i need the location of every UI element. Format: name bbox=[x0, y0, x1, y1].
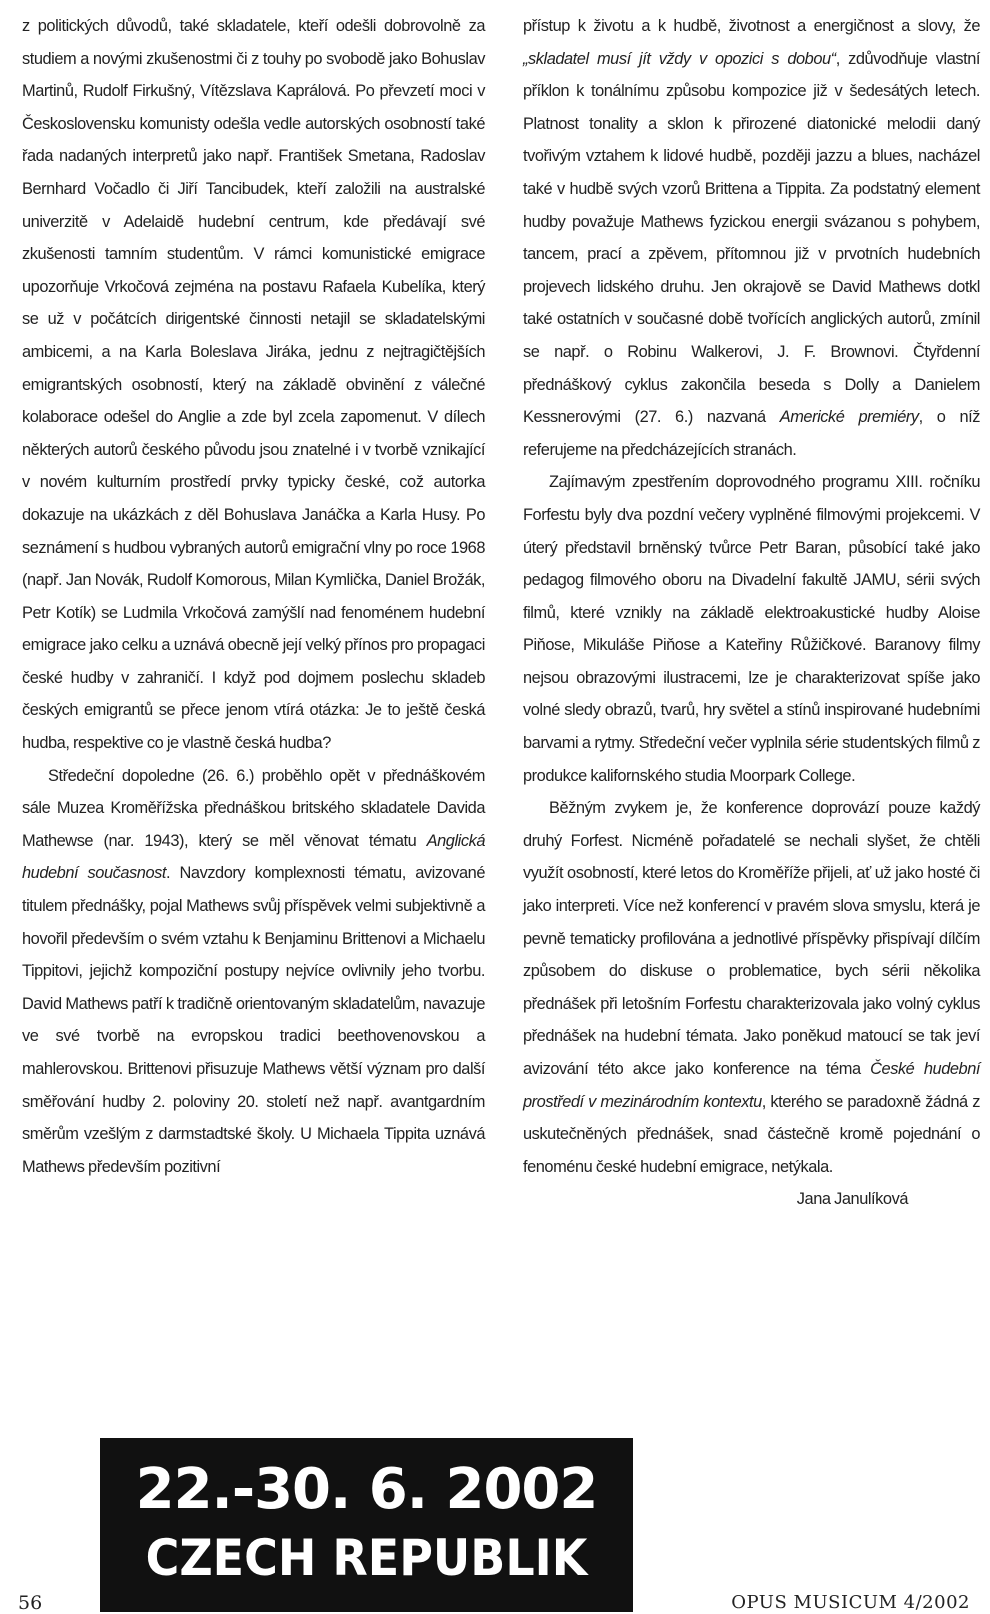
right-paragraph-3-text-a: Běžným zvykem je, že konference doprovází pouze každý druhý Forfest. Nicméně pořadatelé se nechali slyšet, že chtěli využít osobností, které letos do Kroměříže přijeli, ať už jako hosté či jako interpreti. Více než konferencí v pravém slova smyslu, která je pevně tematicky profilována a jednotlivé příspěvky přispívají dílčím způsobem do diskuse o problematice, bych sérii několika přednášek při letošním Forfestu charakterizovala jako volný cyklus přednášek na hudební témata. Jako poněkud matoucí se tak jeví avizování této akce jako konference na téma bbox=[523, 799, 980, 1078]
left-paragraph-2 bbox=[22, 760, 485, 1184]
lecture-title-anglicka: Anglická hudební současnost bbox=[22, 831, 485, 883]
right-paragraph-2: Zajímavým zpestřením doprovodného programu XIII. ročníku Forfestu byly dva pozdní večery vyplněné filmovými projekcemi. V úterý představil brněnský tvůrce Petr Baran, působící také jako pedagog filmového oboru na Divadelní fakultě JAMU, sérii svých filmů, které vznikly na základě elektroakustické hudby Aloise Piňose, Mikuláše Piňose a Kateřiny Růžičkové. Baranovy filmy nejsou obrazovými ilustracemi, lze je charakterizovat spíše jako volné sledy obrazů, tvarů, hry světel a stínů inspirované hudebními barvami a rytmy. Středeční večer vyplnila série studentských filmů z produkce kalifornského studia Moorpark College. bbox=[523, 473, 980, 785]
mathews-quote: „skladatel musí jít vždy v opozici s dobou“ bbox=[523, 49, 836, 68]
right-paragraph-1 bbox=[523, 10, 980, 466]
talk-title-americke-premiery: Americké premiéry bbox=[779, 408, 919, 427]
right-paragraph-1-text-b: , zdůvodňuje vlastní příklon k tonálnímu způsobu kompozice již v šedesátých letech. Platnost tonality a sklon k přirozené diatonické melodii daný tvořivým vztahem k lidové hudbě, později jazzu a blues, nacházel také v hudbě svých vzorů Brittena a Tippita. Za podstatný element hudby považuje Mathews fyzickou energii svázanou s pohybem, tancem, prací a zpěvem, přítomnou již v prvotních hudebních projevech lidského druhu. Jen okrajově se David Mathews dotkl také ostatních v současné době tvořících anglických autorů, zmínil se např. o Robinu Walkerovi, J. F. Brownovi. Čtyřdenní přednáškový cyklus zakončila beseda s Dolly a Danielem Kessnerovými (27. 6.) nazvaná bbox=[523, 49, 981, 427]
right-paragraph-3 bbox=[523, 792, 980, 1183]
right-paragraph-3-text-b: , kterého se paradoxně žádná z uskutečněných přednášek, snad částečně kromě pojednání o fenoménu české hudební emigrace, netýkala. bbox=[523, 1092, 980, 1176]
left-paragraph-2-text-a: Středeční dopoledne (26. 6.) proběhlo opět v přednáškovém sále Muzea Kroměřížska přednáškou britského skladatele Davida Mathewse (nar. 1943), který se měl věnovat tématu bbox=[22, 766, 485, 850]
left-column bbox=[22, 10, 485, 1183]
conference-title: České hudební prostředí v mezinárodním kontextu bbox=[523, 1060, 980, 1111]
right-paragraph-1-text-c: , o níž referujeme na předcházejících stranách. bbox=[523, 408, 980, 459]
banner-country: CZECH REPUBLIK bbox=[145, 1529, 588, 1587]
journal-name: OPUS MUSICUM 4/2002 bbox=[731, 1592, 970, 1613]
right-column bbox=[523, 10, 980, 1216]
left-paragraph-2-text-b: . Navzdory komplexnosti tématu, avizované titulem přednášky, pojal Mathews svůj příspěvek velmi subjektivně a hovořil především o svém vztahu k Benjaminu Brittenovi a Michaelu Tippitovi, jejichž kompoziční postupy nejvíce ovlivnily jeho tvorbu. David Mathews patří k tradičně orientovaným skladatelům, navazuje ve své tvorbě na evropskou tradici beethovenovskou a mahlerovskou. Brittenovi přisuzuje Mathews větší význam pro další směřování hudby 2. poloviny 20. století než např. avantgardním směrům vzešlým z darmstadtské školy. U Michaela Tippita uznává Mathews především pozitivní bbox=[22, 864, 486, 1176]
banner-dates: 22.-30. 6. 2002 bbox=[135, 1457, 598, 1522]
author-signature: Jana Janulíková bbox=[796, 1190, 908, 1209]
right-paragraph-1-text-a: přístup k životu a k hudbě, životnost a energičnost a slovy, že bbox=[523, 17, 980, 35]
page-number: 56 bbox=[18, 1592, 43, 1614]
left-paragraph-1: z politických důvodů, také skladatele, kteří odešli dobrovolně za studiem a novými zkušenostmi či z touhy po svobodě jako Bohuslav Martinů, Rudolf Firkušný, Vítězslava Kaprálová. Po převzetí moci v Československu komunisty odešla vedle autorských osobností také řada nadaných interpretů jako např. František Smetana, Radoslav Bernhard Vočadlo či Jiří Tancibudek, kteří založili na australské univerzitě v Adelaidě hudební centrum, kde předávají své zkušenosti tamním studentům. V rámci komunistické emigrace upozorňuje Vrkočová zejména na postavu Rafaela Kubelíka, který se už v počátcích dirigentské činnosti netajil se skladatelskými ambicemi, a na Karla Boleslava Jiráka, jednu z nejtragičtějších emigrantských osobností, který na základě obvinění z válečné kolaborace odešel do Anglie a zde byl zcela zapomenut. V dílech některých autorů českého původu jsou znatelné i v tvorbě vznikající v novém kulturním prostředí prvky typicky české, což autorka dokazuje na ukázkách z děl Bohuslava Janáčka a Karla Husy. Po seznámení s hudbou vybraných autorů emigrační vlny po roce 1968 (např. Jan Novák, Rudolf Komorous, Milan Kymlička, Daniel Brožák, Petr Kotík) se Ludmila Vrkočová zamýšlí nad fenoménem hudební emigrace jako celku a uznává obecně její velký přínos pro propagaci české hudby v zahraničí. I když pod dojmem poslechu skladeb českých emigrantů se přece jenom vtírá otázka: Je to ještě česká hudba, respektive co je vlastně česká hudba? bbox=[22, 17, 485, 753]
festival-banner bbox=[100, 1438, 633, 1612]
